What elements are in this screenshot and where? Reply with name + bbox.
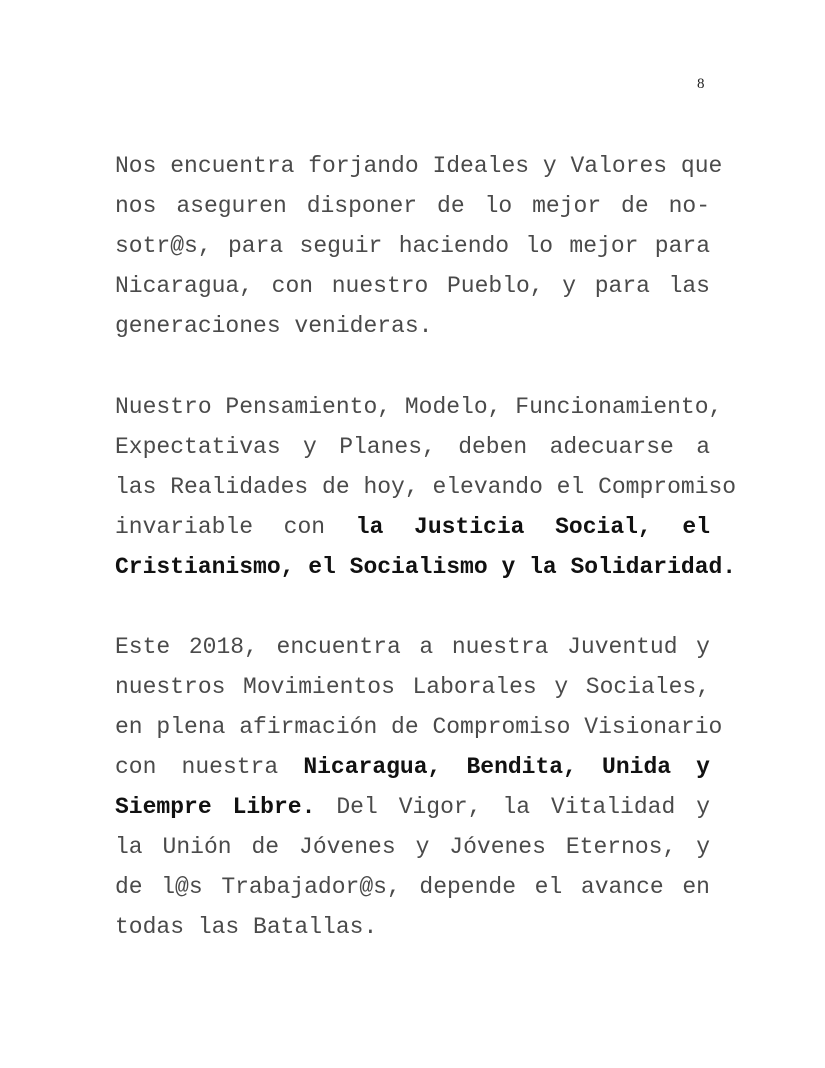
bold-phrase-siempre-libre: Siempre Libre. [115,794,316,820]
paragraph-3-line [115,747,710,787]
paragraph-1 [115,146,723,346]
paragraph-1-line: generaciones venideras. [115,313,433,339]
paragraph-2-line [115,507,710,547]
paragraph-1-line: sotr@s, para seguir haciendo lo mejor para [115,233,710,259]
paragraph-1-line: Nos encuentra forjando Ideales y Valores que [115,153,723,179]
bold-phrase-justicia-social: la Justicia Social, el [355,514,710,540]
paragraph-3-line: en plena afirmación de Compromiso Visionario [115,714,723,740]
paragraph-2-line [115,547,737,587]
bold-phrase-cristianismo: Cristianismo, el Socialismo y la Solidaridad. [115,554,737,580]
paragraph-1-line: Nicaragua, con nuestro Pueblo, y para las [115,273,710,299]
paragraph-1-line: nos aseguren disponer de lo mejor de no- [115,193,710,219]
paragraph-2-line-4-text: invariable con [115,514,326,540]
paragraph-3-line: nuestros Movimientos Laborales y Sociales, [115,674,710,700]
paragraph-2-line: Nuestro Pensamiento, Modelo, Funcionamiento, [115,394,723,420]
paragraph-2 [115,387,737,587]
paragraph-3-line-5-text: Del Vigor, la Vitalidad y [336,794,710,820]
bold-phrase-nicaragua: Nicaragua, Bendita, Unida y [303,754,710,780]
paragraph-3-line: la Unión de Jóvenes y Jóvenes Eternos, y [115,834,710,860]
paragraph-3-line-4-text: con nuestra [115,754,279,780]
paragraph-3-line: Este 2018, encuentra a nuestra Juventud y [115,634,710,660]
paragraph-3-line: todas las Batallas. [115,914,378,940]
page-number: 8 [697,76,705,92]
paragraph-3-line: de l@s Trabajador@s, depende el avance en [115,874,710,900]
paragraph-3 [115,627,723,947]
paragraph-3-line [115,787,710,827]
paragraph-2-line: Expectativas y Planes, deben adecuarse a [115,434,710,460]
paragraph-2-line: las Realidades de hoy, elevando el Compromiso [115,474,737,500]
